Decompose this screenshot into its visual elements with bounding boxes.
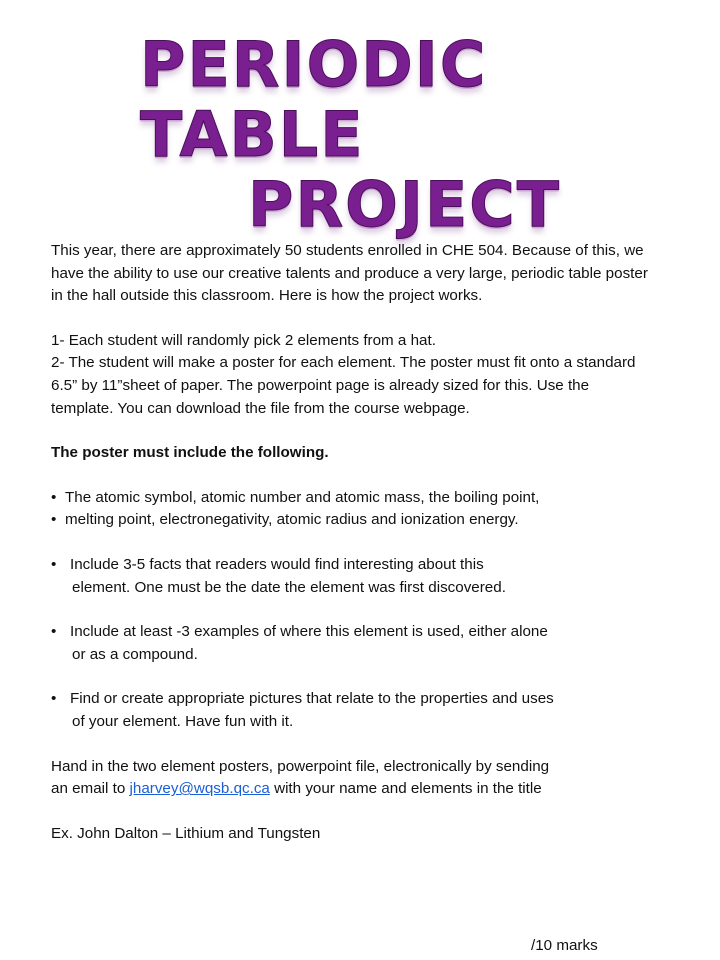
hand-in-line-2 — [51, 778, 651, 801]
marks-label: /10 marks — [531, 937, 598, 954]
bullet-icon: • — [51, 555, 57, 573]
example-line: Ex. John Dalton – Lithium and Tungsten — [51, 824, 321, 842]
requirements-heading: The poster must include the following. — [51, 444, 329, 462]
bullet-facts — [51, 554, 651, 577]
document-body — [51, 240, 651, 845]
bullet-icon: • — [51, 623, 57, 641]
bullet-properties-2 — [51, 509, 651, 532]
bullet-text: Find or create appropriate pictures that relate to the properties and uses — [70, 690, 554, 708]
hand-in-prefix: an email to — [51, 780, 130, 798]
bullet-text: The atomic symbol, atomic number and atomic mass, the boiling point, — [65, 488, 540, 506]
bullet-pictures-continued: of your element. Have fun with it. — [72, 712, 294, 730]
page-title — [0, 30, 720, 240]
bullet-text: melting point, electronegativity, atomic radius and ionization energy. — [65, 511, 519, 529]
bullet-icon: • — [51, 690, 57, 708]
hand-in-line-1: Hand in the two element posters, powerpoint file, electronically by sending — [51, 757, 550, 775]
bullet-text: Include 3-5 facts that readers would find interesting about this — [70, 555, 484, 573]
intro-paragraph: This year, there are approximately 50 students enrolled in CHE 504. Because of this, we have the ability to use our creative talents and produce a very large, periodic table poster in the hall outside this classroom. Here is how the project works. — [51, 242, 648, 305]
bullet-properties-1 — [51, 487, 651, 510]
title-line-1: PERIODIC TABLE — [140, 28, 488, 171]
hand-in-suffix: with your name and elements in the title — [269, 780, 542, 798]
title-line-2: PROJECT — [248, 168, 562, 241]
bullet-facts-continued: element. One must be the date the element was first discovered. — [72, 578, 506, 596]
bullet-text: Include at least -3 examples of where this element is used, either alone — [70, 623, 548, 641]
bullet-uses — [51, 621, 651, 644]
bullet-icon: • — [51, 488, 57, 506]
step-2: 2- The student will make a poster for each element. The poster must fit onto a standard 6.5” by 11”sheet of paper. The powerpoint page is already sized for this. Use the template. You can download the file from the course webpage. — [51, 354, 636, 417]
email-link[interactable]: jharvey@wqsb.qc.ca — [129, 780, 270, 798]
bullet-icon: • — [51, 511, 57, 529]
bullet-uses-continued: or as a compound. — [72, 645, 198, 663]
bullet-pictures — [51, 688, 651, 711]
step-1: 1- Each student will randomly pick 2 elements from a hat. — [51, 331, 436, 349]
